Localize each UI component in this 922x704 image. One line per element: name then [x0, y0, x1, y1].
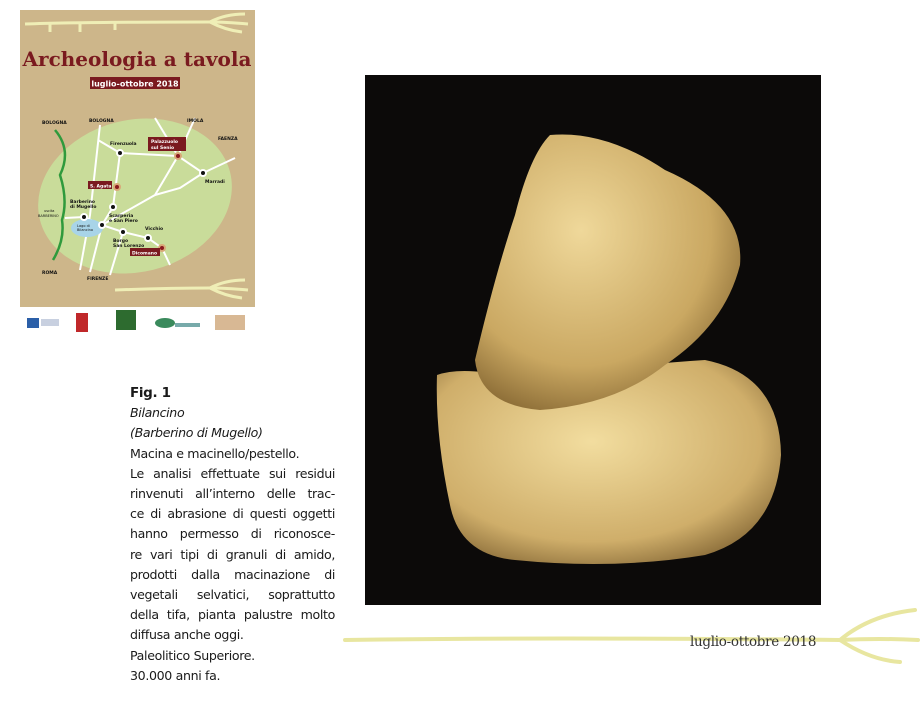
footer-dates: luglio-ottobre 2018 — [690, 634, 817, 650]
fork-decoration-footer — [340, 600, 920, 670]
figure-caption — [130, 383, 335, 686]
map-label: IMOLA — [187, 119, 204, 124]
caption-line: hanno permesso di riconosce- — [130, 526, 335, 542]
site-name: Bilancino — [130, 405, 185, 421]
map-label: BARBERINO — [38, 214, 59, 218]
map-label: Bilancino — [77, 228, 93, 232]
map-label: sul Senio — [151, 146, 175, 151]
map-label: di Mugello — [70, 205, 97, 210]
map-label: San Lorenzo — [113, 244, 145, 249]
map-label: uscita — [44, 209, 55, 213]
caption-line: diffusa anche oggi. — [130, 627, 244, 643]
caption-line: prodotti dalla macinazione di — [130, 566, 335, 582]
age: 30.000 anni fa. — [130, 667, 221, 683]
map-label: Barberino — [70, 200, 96, 205]
period: Paleolitico Superiore. — [130, 647, 255, 663]
caption-line: ce di abrasione di questi oggetti — [130, 506, 335, 522]
map-label: BOLOGNA — [89, 119, 114, 124]
map-label: Marradi — [205, 180, 225, 185]
map-label: ROMA — [42, 271, 58, 276]
map-label: Scarperia — [109, 214, 134, 219]
poster-title: Archeologia a tavola — [22, 47, 252, 71]
caption-line: vegetali selvatici, soprattutto — [130, 587, 335, 603]
sponsor-logos — [27, 310, 245, 332]
map-label: Borgo — [113, 239, 129, 244]
map-label: S. Agata — [90, 184, 112, 190]
caption-line: Macina e macinello/pestello. — [130, 445, 300, 461]
map-label: Firenzuola — [110, 142, 137, 147]
exhibition-poster — [20, 10, 255, 340]
caption-line: Le analisi effettuate sui residui — [130, 465, 335, 481]
map-label: Palazzuolo — [151, 140, 178, 145]
map-label: e San Piero — [109, 219, 138, 224]
map-label: FIRENZE — [87, 277, 109, 282]
map-label: Dicomano — [132, 251, 158, 257]
caption-line: rinvenuti all’interno delle trac- — [130, 486, 335, 502]
artifact-photo — [365, 75, 821, 605]
figure-number: Fig. 1 — [130, 385, 171, 401]
map-label: BOLOGNA — [42, 121, 67, 126]
map-label: Vicchio — [145, 227, 164, 232]
caption-line: re vari tipi di granuli di amido, — [130, 546, 335, 562]
map-label: Lago di — [77, 224, 90, 228]
poster-dates: luglio-ottobre 2018 — [91, 79, 179, 89]
site-location: (Barberino di Mugello) — [130, 425, 263, 441]
map-label: FAENZA — [218, 137, 238, 142]
caption-line: della tifa, pianta palustre molto — [130, 607, 335, 623]
